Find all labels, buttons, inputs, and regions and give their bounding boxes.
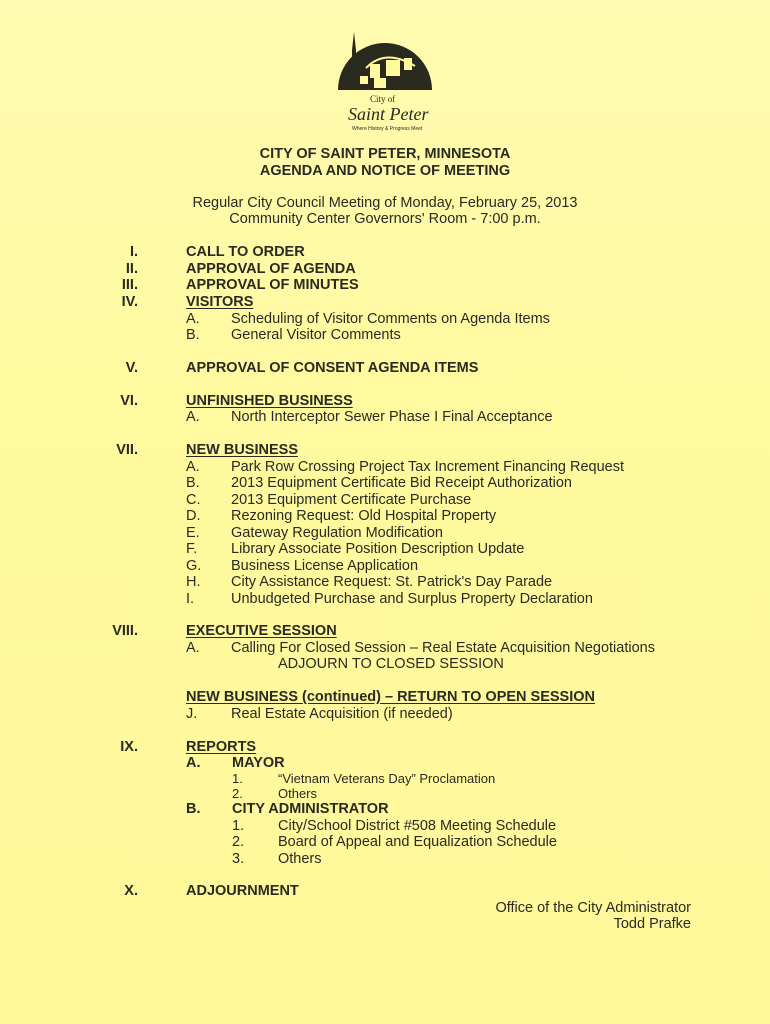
sub-letter: A. <box>186 755 201 771</box>
svg-text:Where History & Progress Meet: Where History & Progress Meet <box>352 126 423 132</box>
sub-number: 2. <box>232 786 243 801</box>
sub-letter: G. <box>186 558 202 574</box>
city-logo-icon <box>330 28 440 136</box>
item-number: X. <box>124 883 138 899</box>
sub-item: Others <box>278 786 318 801</box>
signature-office: Office of the City Administrator <box>495 900 691 916</box>
item-number: IX. <box>120 739 138 755</box>
item-number: IV. <box>121 294 138 310</box>
meeting-info: Regular City Council Meeting of Monday, February 25, 2013 <box>192 195 578 211</box>
sub-item: City/School District #508 Meeting Schedule <box>278 818 557 834</box>
section-heading-executive-session: EXECUTIVE SESSION <box>186 623 337 639</box>
sub-item: Library Associate Position Description Update <box>231 541 525 557</box>
sub-letter: B. <box>186 801 201 817</box>
sub-letter: D. <box>186 508 201 524</box>
sub-letter: E. <box>186 525 200 541</box>
sub-letter: A. <box>186 409 200 425</box>
sub-letter: B. <box>186 475 200 491</box>
sub-item: General Visitor Comments <box>231 327 401 343</box>
agenda-item-adjournment: ADJOURNMENT <box>186 883 299 899</box>
item-number: VIII. <box>112 623 138 639</box>
meeting-location: Community Center Governors' Room - 7:00 p.m. <box>229 211 541 227</box>
sub-item: Park Row Crossing Project Tax Increment Financing Request <box>231 459 625 475</box>
section-heading-reports: REPORTS <box>186 739 257 755</box>
section-heading-new-business-continued: NEW BUSINESS (continued) – RETURN TO OPEN SESSION <box>186 689 595 705</box>
agenda-item-approval-agenda: APPROVAL OF AGENDA <box>186 261 356 277</box>
sub-letter: C. <box>186 492 201 508</box>
sub-item: Real Estate Acquisition (if needed) <box>231 706 453 722</box>
sub-item: Gateway Regulation Modification <box>231 525 443 541</box>
doc-subtitle: AGENDA AND NOTICE OF MEETING <box>259 163 511 179</box>
sub-letter: B. <box>186 327 200 343</box>
sub-item: Board of Appeal and Equalization Schedule <box>278 834 557 850</box>
sub-item: Calling For Closed Session – Real Estate Acquisition Negotiations <box>231 640 655 656</box>
section-heading-visitors: VISITORS <box>186 294 254 310</box>
item-number: V. <box>125 360 138 376</box>
sub-number: 1. <box>232 771 243 786</box>
item-number: II. <box>125 261 138 277</box>
sub-item: 2013 Equipment Certificate Bid Receipt Authorization <box>231 475 572 491</box>
agenda-item-approval-minutes: APPROVAL OF MINUTES <box>186 277 359 293</box>
sub-item: Business License Application <box>231 558 419 574</box>
sub-number: 2. <box>232 834 245 850</box>
sub-item: Rezoning Request: Old Hospital Property <box>231 508 497 524</box>
report-heading-city-administrator: CITY ADMINISTRATOR <box>232 801 389 817</box>
sub-letter: I. <box>186 591 195 607</box>
svg-text:City of: City of <box>370 94 396 104</box>
sub-item: City Assistance Request: St. Patrick's Day Parade <box>231 574 553 590</box>
sub-letter: A. <box>186 311 200 327</box>
adjourn-closed-session: ADJOURN TO CLOSED SESSION <box>278 656 504 672</box>
sub-item: Others <box>278 851 322 867</box>
signature-name: Todd Prafke <box>613 916 691 932</box>
sub-letter: F. <box>186 541 198 557</box>
agenda-item-consent: APPROVAL OF CONSENT AGENDA ITEMS <box>186 360 479 376</box>
sub-letter: H. <box>186 574 201 590</box>
item-number: III. <box>121 277 138 293</box>
doc-title: CITY OF SAINT PETER, MINNESOTA <box>259 146 511 162</box>
svg-text:Saint Peter: Saint Peter <box>348 104 429 124</box>
sub-number: 1. <box>232 818 245 834</box>
agenda-item-call-to-order: CALL TO ORDER <box>186 244 305 260</box>
sub-item: North Interceptor Sewer Phase I Final Acceptance <box>231 409 553 425</box>
item-number: VI. <box>120 393 138 409</box>
sub-item: 2013 Equipment Certificate Purchase <box>231 492 472 508</box>
sub-number: 3. <box>232 851 245 867</box>
section-heading-new-business: NEW BUSINESS <box>186 442 298 458</box>
item-number: VII. <box>116 442 138 458</box>
section-heading-unfinished: UNFINISHED BUSINESS <box>186 393 353 409</box>
sub-item: Scheduling of Visitor Comments on Agenda Items <box>231 311 550 327</box>
item-number: I. <box>129 244 138 260</box>
sub-letter: A. <box>186 640 200 656</box>
report-heading-mayor: MAYOR <box>232 755 285 771</box>
sub-item: Unbudgeted Purchase and Surplus Property Declaration <box>231 591 593 607</box>
sub-item: “Vietnam Veterans Day” Proclamation <box>278 771 496 786</box>
sub-letter: J. <box>186 706 198 722</box>
sub-letter: A. <box>186 459 200 475</box>
